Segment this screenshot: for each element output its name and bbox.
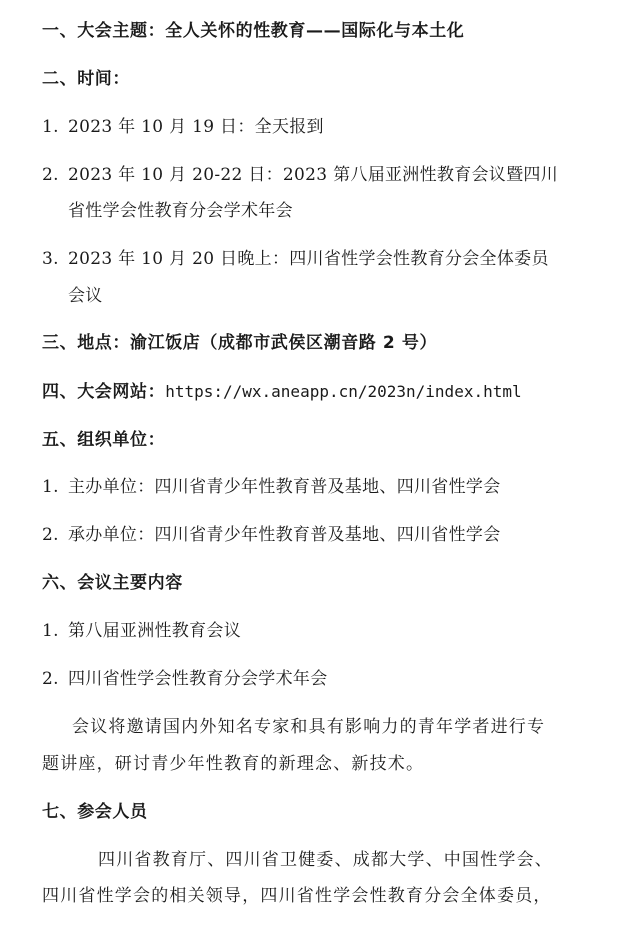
section-attendee-heading: 七、参会人员 [42, 802, 148, 822]
list-number: 2. [42, 669, 59, 689]
list-number: 2. [42, 165, 59, 185]
section-time-heading: 二、时间： [42, 69, 130, 89]
list-text: 2023 年 10 月 20 日晚上：四川省性学会性教育分会全体委员 [68, 249, 549, 269]
content-paragraph-line-2: 题讲座，研讨青少年性教育的新理念、新技术。 [42, 754, 425, 774]
section-organizer-heading: 五、组织单位： [42, 430, 166, 450]
list-number: 3. [42, 249, 59, 269]
website-link[interactable]: https://wx.aneapp.cn/2023n/index.html [165, 382, 522, 401]
time-item-3 [42, 247, 549, 271]
list-text: 2023 年 10 月 20-22 日：2023 第八届亚洲性教育会议暨四川 [68, 165, 558, 185]
website-label: 四、大会网站： [42, 382, 166, 402]
list-number: 1. [42, 621, 59, 641]
list-text: 第八届亚洲性教育会议 [68, 621, 241, 641]
content-item-2 [42, 667, 328, 691]
section-website [42, 380, 522, 404]
time-item-1 [42, 115, 324, 139]
time-item-2-continuation: 省性学会性教育分会学术年会 [68, 201, 293, 221]
organizer-item-1 [42, 475, 501, 499]
list-text: 2023 年 10 月 19 日：全天报到 [68, 117, 324, 137]
organizer-item-2 [42, 523, 501, 547]
list-text: 主办单位：四川省青少年性教育普及基地、四川省性学会 [68, 477, 501, 497]
list-number: 2. [42, 525, 59, 545]
content-item-1 [42, 619, 241, 643]
attendee-paragraph-line-1: 四川省教育厅、四川省卫健委、成都大学、中国性学会、 [98, 850, 553, 870]
attendee-paragraph-line-2: 四川省性学会的相关领导，四川省性学会性教育分会全体委员， [42, 886, 552, 906]
section-venue: 三、地点：渝江饭店（成都市武侯区潮音路 2 号） [42, 333, 438, 353]
list-number: 1. [42, 477, 59, 497]
section-theme: 一、大会主题：全人关怀的性教育——国际化与本土化 [42, 21, 465, 41]
section-content-heading: 六、会议主要内容 [42, 573, 183, 593]
content-paragraph-line-1: 会议将邀请国内外知名专家和具有影响力的青年学者进行专 [72, 717, 546, 737]
list-number: 1. [42, 117, 59, 137]
time-item-2 [42, 163, 558, 187]
list-text: 承办单位：四川省青少年性教育普及基地、四川省性学会 [68, 525, 501, 545]
list-text: 四川省性学会性教育分会学术年会 [68, 669, 328, 689]
time-item-3-continuation: 会议 [68, 286, 103, 306]
